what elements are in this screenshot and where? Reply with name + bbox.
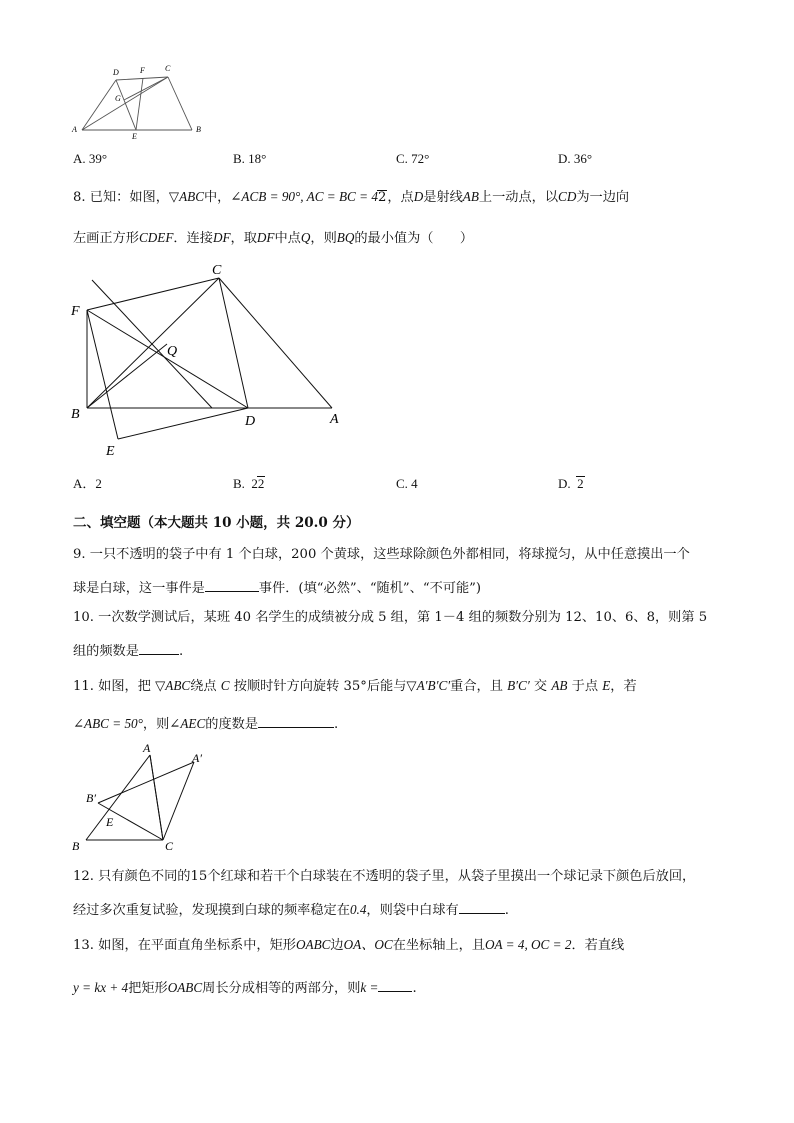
q8-option-c: C. 4 <box>396 476 418 491</box>
section-heading: 二、填空题（本大题共 10 小题，共 20.0 分） <box>73 515 360 531</box>
fig7-label-d: D <box>113 68 119 77</box>
figure-q8 <box>64 255 364 465</box>
fig11-label-a: A <box>143 741 151 755</box>
fig11-label-b-prime: B′ <box>86 791 96 805</box>
fig7-label-b: B <box>196 125 201 134</box>
q12-answer-blank[interactable] <box>459 899 505 914</box>
q13-answer-blank[interactable] <box>378 977 412 992</box>
q7-option-c: C. 72° <box>396 151 430 166</box>
fig8-label-a: A <box>330 412 339 427</box>
q9-line1: 9. 一只不透明的袋子中有 1 个白球，200 个黄球，这些球除颜色外都相同，将球搅匀，从中任意摸出一个 <box>73 547 690 562</box>
fig7-label-e: E <box>132 132 137 141</box>
q8-option-d: D. 2 <box>558 476 584 491</box>
fig8-label-c: C <box>212 263 222 278</box>
q8-option-b: B. 22 <box>233 476 265 491</box>
q7-option-a: A. 39° <box>73 151 108 166</box>
q9-answer-blank[interactable] <box>205 577 259 592</box>
q10-line2: 组的频数是 . <box>73 640 183 661</box>
q10-answer-blank[interactable] <box>139 640 179 655</box>
fig11-label-c: C <box>165 839 174 853</box>
fig7-label-a: A <box>72 125 77 134</box>
figure-q7 <box>64 60 214 142</box>
q13-line1: 13. 如图，在平面直角坐标系中，矩形OABC边OA、OC在坐标轴上，且OA = 4, OC = 2．若直线 <box>73 937 625 953</box>
q13-line2: y = kx + 4把矩形OABC周长分成相等的两部分，则k = . <box>73 977 417 998</box>
fig8-label-b: B <box>71 407 80 422</box>
q7-option-d: D. 36° <box>558 151 593 166</box>
q8-line1: 8. 已知：如图，▽ABC中，∠ACB = 90°, AC = BC = 42，点D是射线AB上一动点，以CD为一边向 <box>73 189 630 205</box>
q11-line1: 11. 如图，把 ▽ABC绕点 C 按顺时针方向旋转 35°后能与▽A′B′C′重合，且 B′C′ 交 AB 于点 E，若 <box>73 678 637 694</box>
q10-line1: 10. 一次数学测试后，某班 40 名学生的成绩被分成 5 组，第 1－4 组的频数分别为 12、10、6、8，则第 5 <box>73 610 708 625</box>
fig11-label-e: E <box>106 815 114 829</box>
fig7-label-c: C <box>165 64 171 73</box>
q11-line2: ∠ABC = 50°，则∠AEC的度数是 . <box>73 713 338 734</box>
fig8-label-d: D <box>245 414 256 429</box>
q8-line2: 左画正方形CDEF．连接DF，取DF中点Q，则BQ的最小值为（ ） <box>73 230 474 246</box>
q12-line1: 12. 只有颜色不同的15个红球和若干个白球装在不透明的袋子里，从袋子里摸出一个球记录下颜色后放回， <box>73 869 696 884</box>
q9-line2: 球是白球，这一事件是 事件．(填“必然”、“随机”、“不可能”) <box>73 577 481 598</box>
fig7-label-g: G <box>115 94 121 103</box>
q7-option-b: B. 18° <box>233 151 267 166</box>
fig11-label-a-prime: A′ <box>192 751 202 765</box>
fig8-label-f: F <box>71 304 80 319</box>
q12-line2: 经过多次重复试验，发现摸到白球的频率稳定在0.4，则袋中白球有 . <box>73 899 509 920</box>
figure-q11 <box>64 740 224 855</box>
fig7-label-f: F <box>140 66 145 75</box>
q8-option-a: A．2 <box>73 476 102 491</box>
fig8-label-e: E <box>106 444 115 459</box>
q11-answer-blank[interactable] <box>258 713 334 728</box>
fig11-label-b: B <box>72 839 80 853</box>
fig8-label-q: Q <box>167 344 178 359</box>
